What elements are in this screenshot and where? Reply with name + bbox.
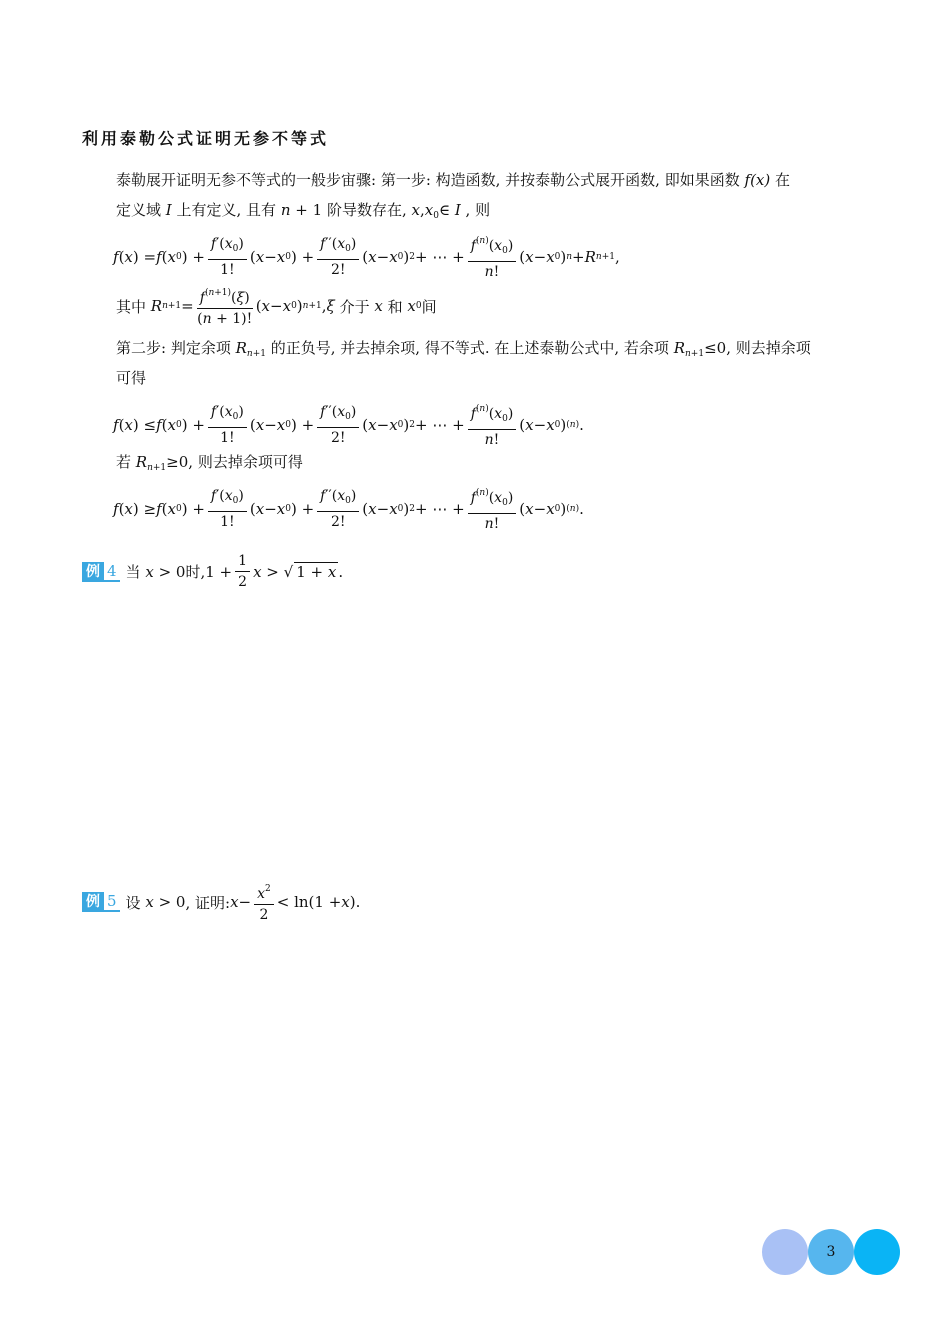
inequality-le: f ( x ) ≤ f ( x 0 ) + $\frac{f'(x_0)}{1!}$ ( x − x 0 ) + $\frac{f''(x_0)}{2!}$ ( x − x 0 ) 2 + ⋯ + $\frac{f^{(n)}(x_0)}{n!}$ ( x − x 0 ) (n) . — [113, 400, 584, 449]
example4-prefix: 当 — [125, 563, 141, 581]
example-number: 4 — [104, 562, 120, 582]
remainder-prefix: 其中 — [116, 297, 147, 316]
step2-text-b: 的正负号, 并去掉余项, 得不等式. 在上述泰勒公式中, 若余项 — [270, 339, 669, 357]
intro-fx: f(x) — [744, 171, 771, 189]
example4-mid: 时, — [185, 563, 206, 581]
intro-text-1-end: 在 — [775, 171, 791, 189]
domain-symbol: I — [165, 201, 172, 219]
section-title: 利用泰勒公式证明无参不等式 — [82, 129, 330, 148]
remainder-and: 和 — [387, 297, 403, 316]
intro-text-2c: 阶导数存在, — [326, 201, 407, 219]
page-number-circle — [808, 1229, 854, 1275]
fraction-second-derivative: $\frac{f''(x_0)}{2!}$ — [317, 235, 359, 279]
fraction-x-squared-half: $\frac{x^2}{2}$ — [254, 880, 274, 924]
remainder-formula: 其中 R n+1 = $\frac{f^{(n+1)}(\xi)}{(n + 1)!}$ ( x − x 0 ) n+1 , ξ 介于 x 和 x 0 间 — [116, 284, 437, 328]
remainder-suffix: 介于 — [339, 297, 370, 316]
example5-mid: , 证明: — [185, 893, 231, 912]
case2-prefix: 若 — [116, 453, 132, 471]
intro-text-2d: , 则 — [465, 201, 491, 219]
example-5: 例 5 设 x > 0 , 证明: x − $\frac{x^2}{2}$ < ln(1 + x ). — [82, 880, 360, 924]
intro-text-2a: 定义域 — [116, 201, 162, 219]
decor-circle-left — [762, 1229, 808, 1275]
page-number: 3 — [826, 1244, 836, 1260]
fraction-first-derivative: $\frac{f'(x_0)}{1!}$ — [208, 235, 247, 279]
fraction-nth-derivative: $\frac{f^{(n)}(x_0)}{n!}$ — [468, 232, 517, 281]
case2-line: 若 $R_{n+1}\ge 0$, 则去掉余项可得 — [116, 453, 303, 473]
step2-text-a: 第二步: 判定余项 — [116, 339, 231, 357]
fraction-half: $\frac{1}{2}$ — [235, 552, 250, 591]
remainder-between: 间 — [421, 297, 437, 316]
intro-line-2: 定义域 I 上有定义, 且有 n + 1 阶导数存在, $x,x_0\in$ I , 则 — [116, 201, 491, 221]
intro-text-1: 泰勒展开证明无参不等式的一般步宙骤: 第一步: 构造函数, 并按泰勒公式展开函数, 即如果函数 — [116, 171, 740, 189]
fraction-remainder: $\frac{f^{(n+1)}(\xi)}{(n + 1)!}$ — [197, 284, 253, 328]
step2-line-2: 可得 — [116, 369, 147, 387]
step2-text-c: ≤0, 则去掉余项 — [704, 339, 811, 357]
inequality-ge: f ( x ) ≥ f ( x 0 ) + $\frac{f'(x_0)}{1!}$ ( x − x 0 ) + $\frac{f''(x_0)}{2!}$ ( x − x 0 ) 2 + ⋯ + $\frac{f^{(n)}(x_0)}{n!}$ ( x − x 0 ) (n) . — [113, 484, 584, 533]
case2-suffix: ≥0, 则去掉余项可得 — [166, 453, 303, 471]
example-badge: 例 — [82, 562, 104, 582]
taylor-formula: f ( x ) = f ( x 0 ) + $\frac{f'(x_0)}{1!}$ ( x − x 0 ) + $\frac{f''(x_0)}{2!}$ ( x − x 0 ) 2 + ⋯ + $\frac{f^{(n)}(x_0)}{n!}$ ( x − x 0 ) n + R n+1 , — [113, 232, 620, 281]
decor-circle-right — [854, 1229, 900, 1275]
intro-line-1 — [116, 170, 790, 190]
example-4: 例 4 当 x > 0 时, 1 + $\frac{1}{2}$ x > √ 1 + x . — [82, 552, 343, 591]
order-symbol: n — [280, 201, 291, 219]
example5-prefix: 设 — [125, 893, 141, 912]
example-number: 5 — [104, 892, 120, 912]
membership-expr: x — [411, 201, 420, 219]
intro-text-2b: 上有定义, 且有 — [176, 201, 277, 219]
step2-line-1: 第二步: 判定余项 $R_{n+1}$ 的正负号, 并去掉余项, 得不等式. 在上述泰勒公式中, 若余项 $R_{n+1}\le 0$, 则去掉余项 — [116, 339, 811, 359]
example-badge: 例 — [82, 892, 104, 912]
